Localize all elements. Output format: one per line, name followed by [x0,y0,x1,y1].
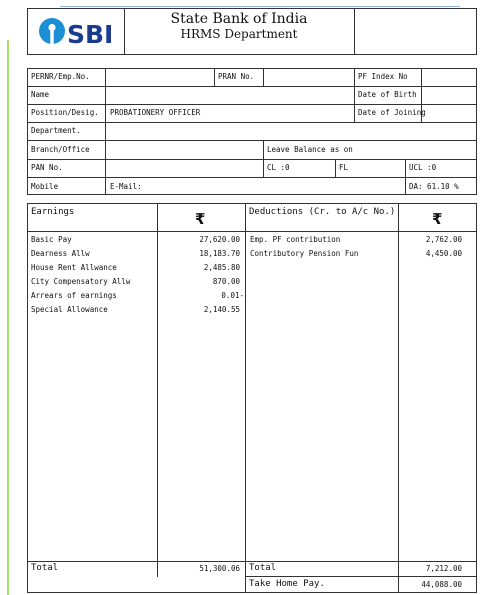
dob-label: Date of Birth [358,90,417,99]
cl-label: CL :0 [267,163,290,172]
earning-label: Dearness Allw [31,249,90,258]
pan-label: PAN No. [31,163,63,172]
doj-label: Date of Joining [358,108,426,117]
branch-label: Branch/Office [31,145,90,154]
deduction-amount: 4,450.00 [425,249,462,258]
position-label: Position/Desig. [31,108,99,117]
earning-label: House Rent Allwance [31,263,117,272]
deductions-header: Deductions (Cr. to A/c No.) [249,207,396,217]
earnings-total-value: 51,300.06 [199,564,240,573]
bank-name: State Bank of India [170,11,308,27]
earning-amount: 2,485.80 [203,263,240,272]
deductions-total-label: Total [249,563,277,573]
email-label: E-Mail: [110,182,142,191]
fl-label: FL [339,163,349,172]
position-value: PROBATIONERY OFFICER [110,108,201,117]
earnings-rupee-icon: ₹ [195,210,206,228]
earning-label: City Compensatory Allw [31,277,131,286]
earning-label: Arrears of earnings [31,291,117,300]
sbi-logo [36,14,120,48]
earning-amount: 870.00 [212,277,240,286]
deduction-label: Contributory Pension Fun [250,249,359,258]
margin-line [7,40,9,595]
pernr-label: PERNR/Emp.No. [31,72,90,81]
mobile-label: Mobile [31,182,59,191]
pay-table [27,203,477,593]
deductions-rupee-icon: ₹ [432,210,443,228]
earnings-header: Earnings [31,207,75,217]
svg-text:SBI: SBI [67,20,114,48]
da-label: DA: 61.10 % [409,182,459,191]
pf-label: PF Index No [358,72,408,81]
name-label: Name [31,90,50,99]
earning-label: Special Allowance [31,305,108,314]
deduction-amount: 2,762.00 [425,235,462,244]
earning-label: Basic Pay [31,235,72,244]
employee-info-grid [27,68,477,195]
leave-balance-label: Leave Balance as on [267,145,353,154]
deduction-label: Emp. PF contribution [250,235,341,244]
take-home-value: 44,088.00 [421,580,462,589]
deductions-total-value: 7,212.00 [425,564,462,573]
earning-amount: 18,183.70 [199,249,240,258]
department-label: Department. [31,126,81,135]
earning-amount: 0.01- [221,291,244,300]
department-name: HRMS Department [180,27,298,41]
take-home-label: Take Home Pay. [249,579,325,589]
pran-label: PRAN No. [218,72,255,81]
earning-amount: 2,140.55 [203,305,240,314]
sbi-logo-icon [36,14,120,48]
ucl-label: UCL :0 [409,163,437,172]
earning-amount: 27,620.00 [199,235,240,244]
earnings-total-label: Total [31,563,59,573]
top-rule [60,6,460,7]
